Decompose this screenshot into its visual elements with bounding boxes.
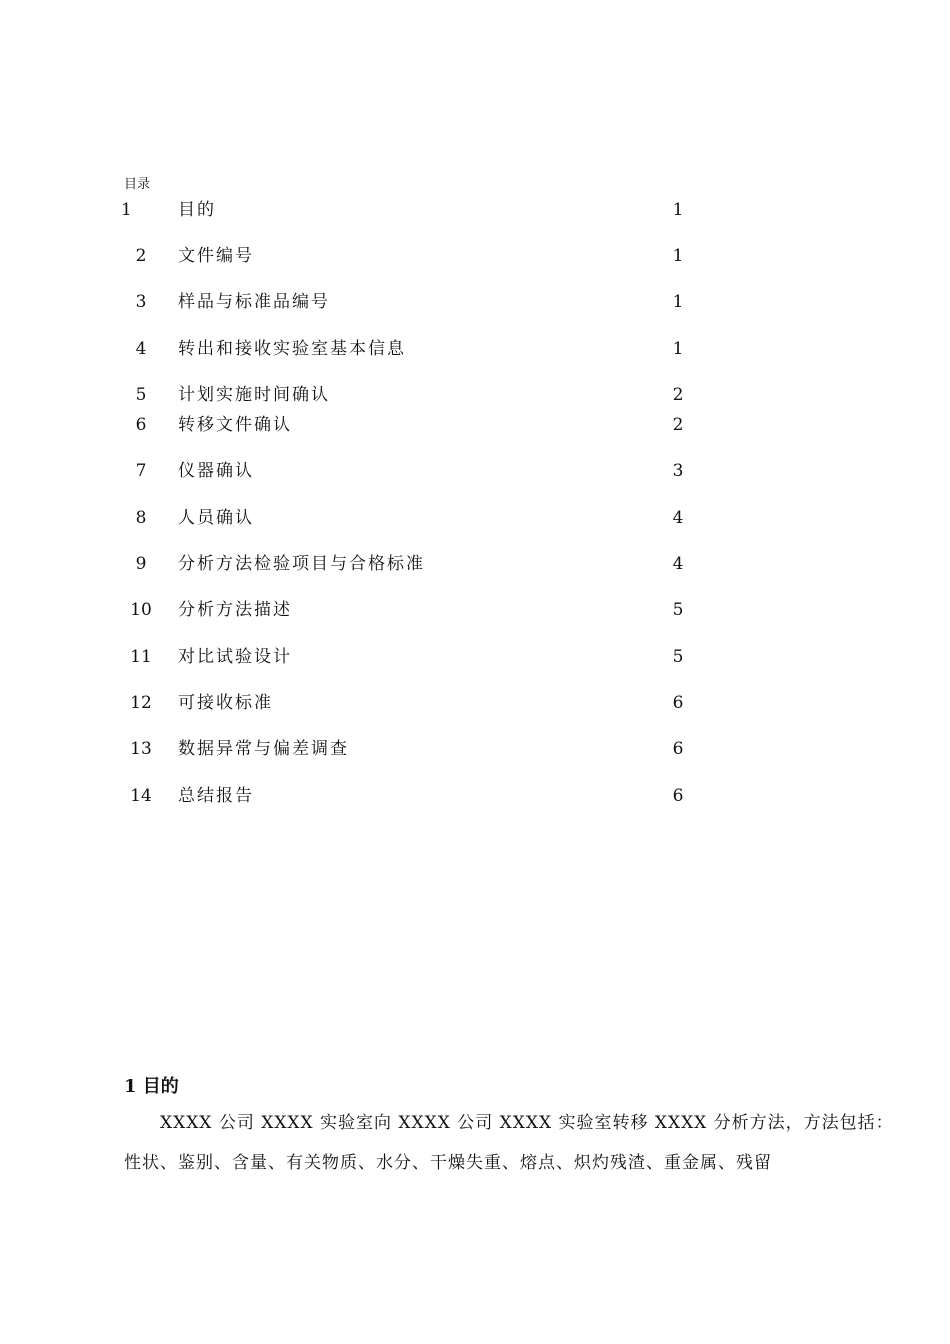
toc-entry-number: 3 — [135, 292, 147, 312]
toc-entry-text: 文件编号 — [178, 246, 254, 266]
toc-entry-number: 1 — [121, 200, 132, 220]
toc-entry-page: 1 — [672, 246, 684, 266]
toc-entry-number: 7 — [135, 461, 147, 481]
toc-entry-text: 对比试验设计 — [178, 647, 292, 667]
toc-entry-number: 10 — [130, 600, 152, 620]
toc-entry-number: 6 — [135, 415, 147, 435]
toc-entry[interactable] — [0, 645, 950, 669]
toc-entry[interactable] — [0, 506, 950, 530]
toc-entry-page: 5 — [672, 600, 684, 620]
toc-entry-number: 14 — [130, 786, 152, 806]
toc-entry-number: 13 — [130, 739, 152, 759]
toc-entry-page: 1 — [672, 339, 684, 359]
toc-entry-text: 数据异常与偏差调查 — [178, 739, 349, 759]
toc-entry[interactable] — [0, 290, 950, 314]
toc-entry-text: 样品与标准品编号 — [178, 292, 330, 312]
toc-entry[interactable] — [0, 552, 950, 576]
toc-entry-number: 5 — [135, 385, 147, 405]
toc-entry-number: 11 — [130, 647, 152, 667]
toc-entry-page: 4 — [672, 554, 684, 574]
toc-entry-text: 分析方法检验项目与合格标准 — [178, 554, 425, 574]
toc-entry[interactable] — [0, 244, 950, 268]
toc-entry-number: 9 — [135, 554, 147, 574]
toc-entry-page: 6 — [672, 739, 684, 759]
toc-entry[interactable] — [0, 413, 950, 437]
toc-entry[interactable] — [0, 691, 950, 715]
toc-entry-page: 6 — [672, 693, 684, 713]
toc-entry[interactable] — [0, 598, 950, 622]
toc-entry-page: 1 — [672, 292, 684, 312]
toc-entry[interactable] — [0, 198, 950, 222]
toc-entry-number: 8 — [135, 508, 147, 528]
toc-entry-page: 6 — [672, 786, 684, 806]
toc-entry-text: 转出和接收实验室基本信息 — [178, 339, 406, 359]
toc-entry-text: 转移文件确认 — [178, 415, 292, 435]
toc-entry[interactable] — [0, 784, 950, 808]
body-paragraph-line: 性状、鉴别、含量、有关物质、水分、干燥失重、熔点、炽灼残渣、重金属、残留 — [124, 1153, 772, 1173]
toc-entry-page: 2 — [672, 415, 684, 435]
toc-entry-page: 5 — [672, 647, 684, 667]
toc-entry[interactable] — [0, 459, 950, 483]
section-heading: 1 目的 — [124, 1076, 179, 1097]
toc-entry[interactable] — [0, 737, 950, 761]
toc-entry-page: 3 — [672, 461, 684, 481]
toc-entry-number: 2 — [135, 246, 147, 266]
toc-entry-page: 1 — [672, 200, 684, 220]
toc-entry[interactable] — [0, 337, 950, 361]
toc-entry-page: 2 — [672, 385, 684, 405]
toc-entry-text: 人员确认 — [178, 508, 254, 528]
toc-entry[interactable] — [0, 383, 950, 407]
toc-entry-text: 目的 — [178, 200, 216, 220]
toc-entry-text: 仪器确认 — [178, 461, 254, 481]
toc-entry-text: 可接收标准 — [178, 693, 273, 713]
toc-entry-number: 4 — [135, 339, 147, 359]
toc-entry-number: 12 — [130, 693, 152, 713]
toc-entry-text: 计划实施时间确认 — [178, 385, 330, 405]
toc-entry-text: 分析方法描述 — [178, 600, 292, 620]
toc-entry-page: 4 — [672, 508, 684, 528]
toc-title: 目录 — [124, 177, 151, 192]
toc-entry-text: 总结报告 — [178, 786, 254, 806]
body-paragraph-line: XXXX 公司 XXXX 实验室向 XXXX 公司 XXXX 实验室转移 XXXX 分析方法，方法包括： — [160, 1113, 894, 1133]
